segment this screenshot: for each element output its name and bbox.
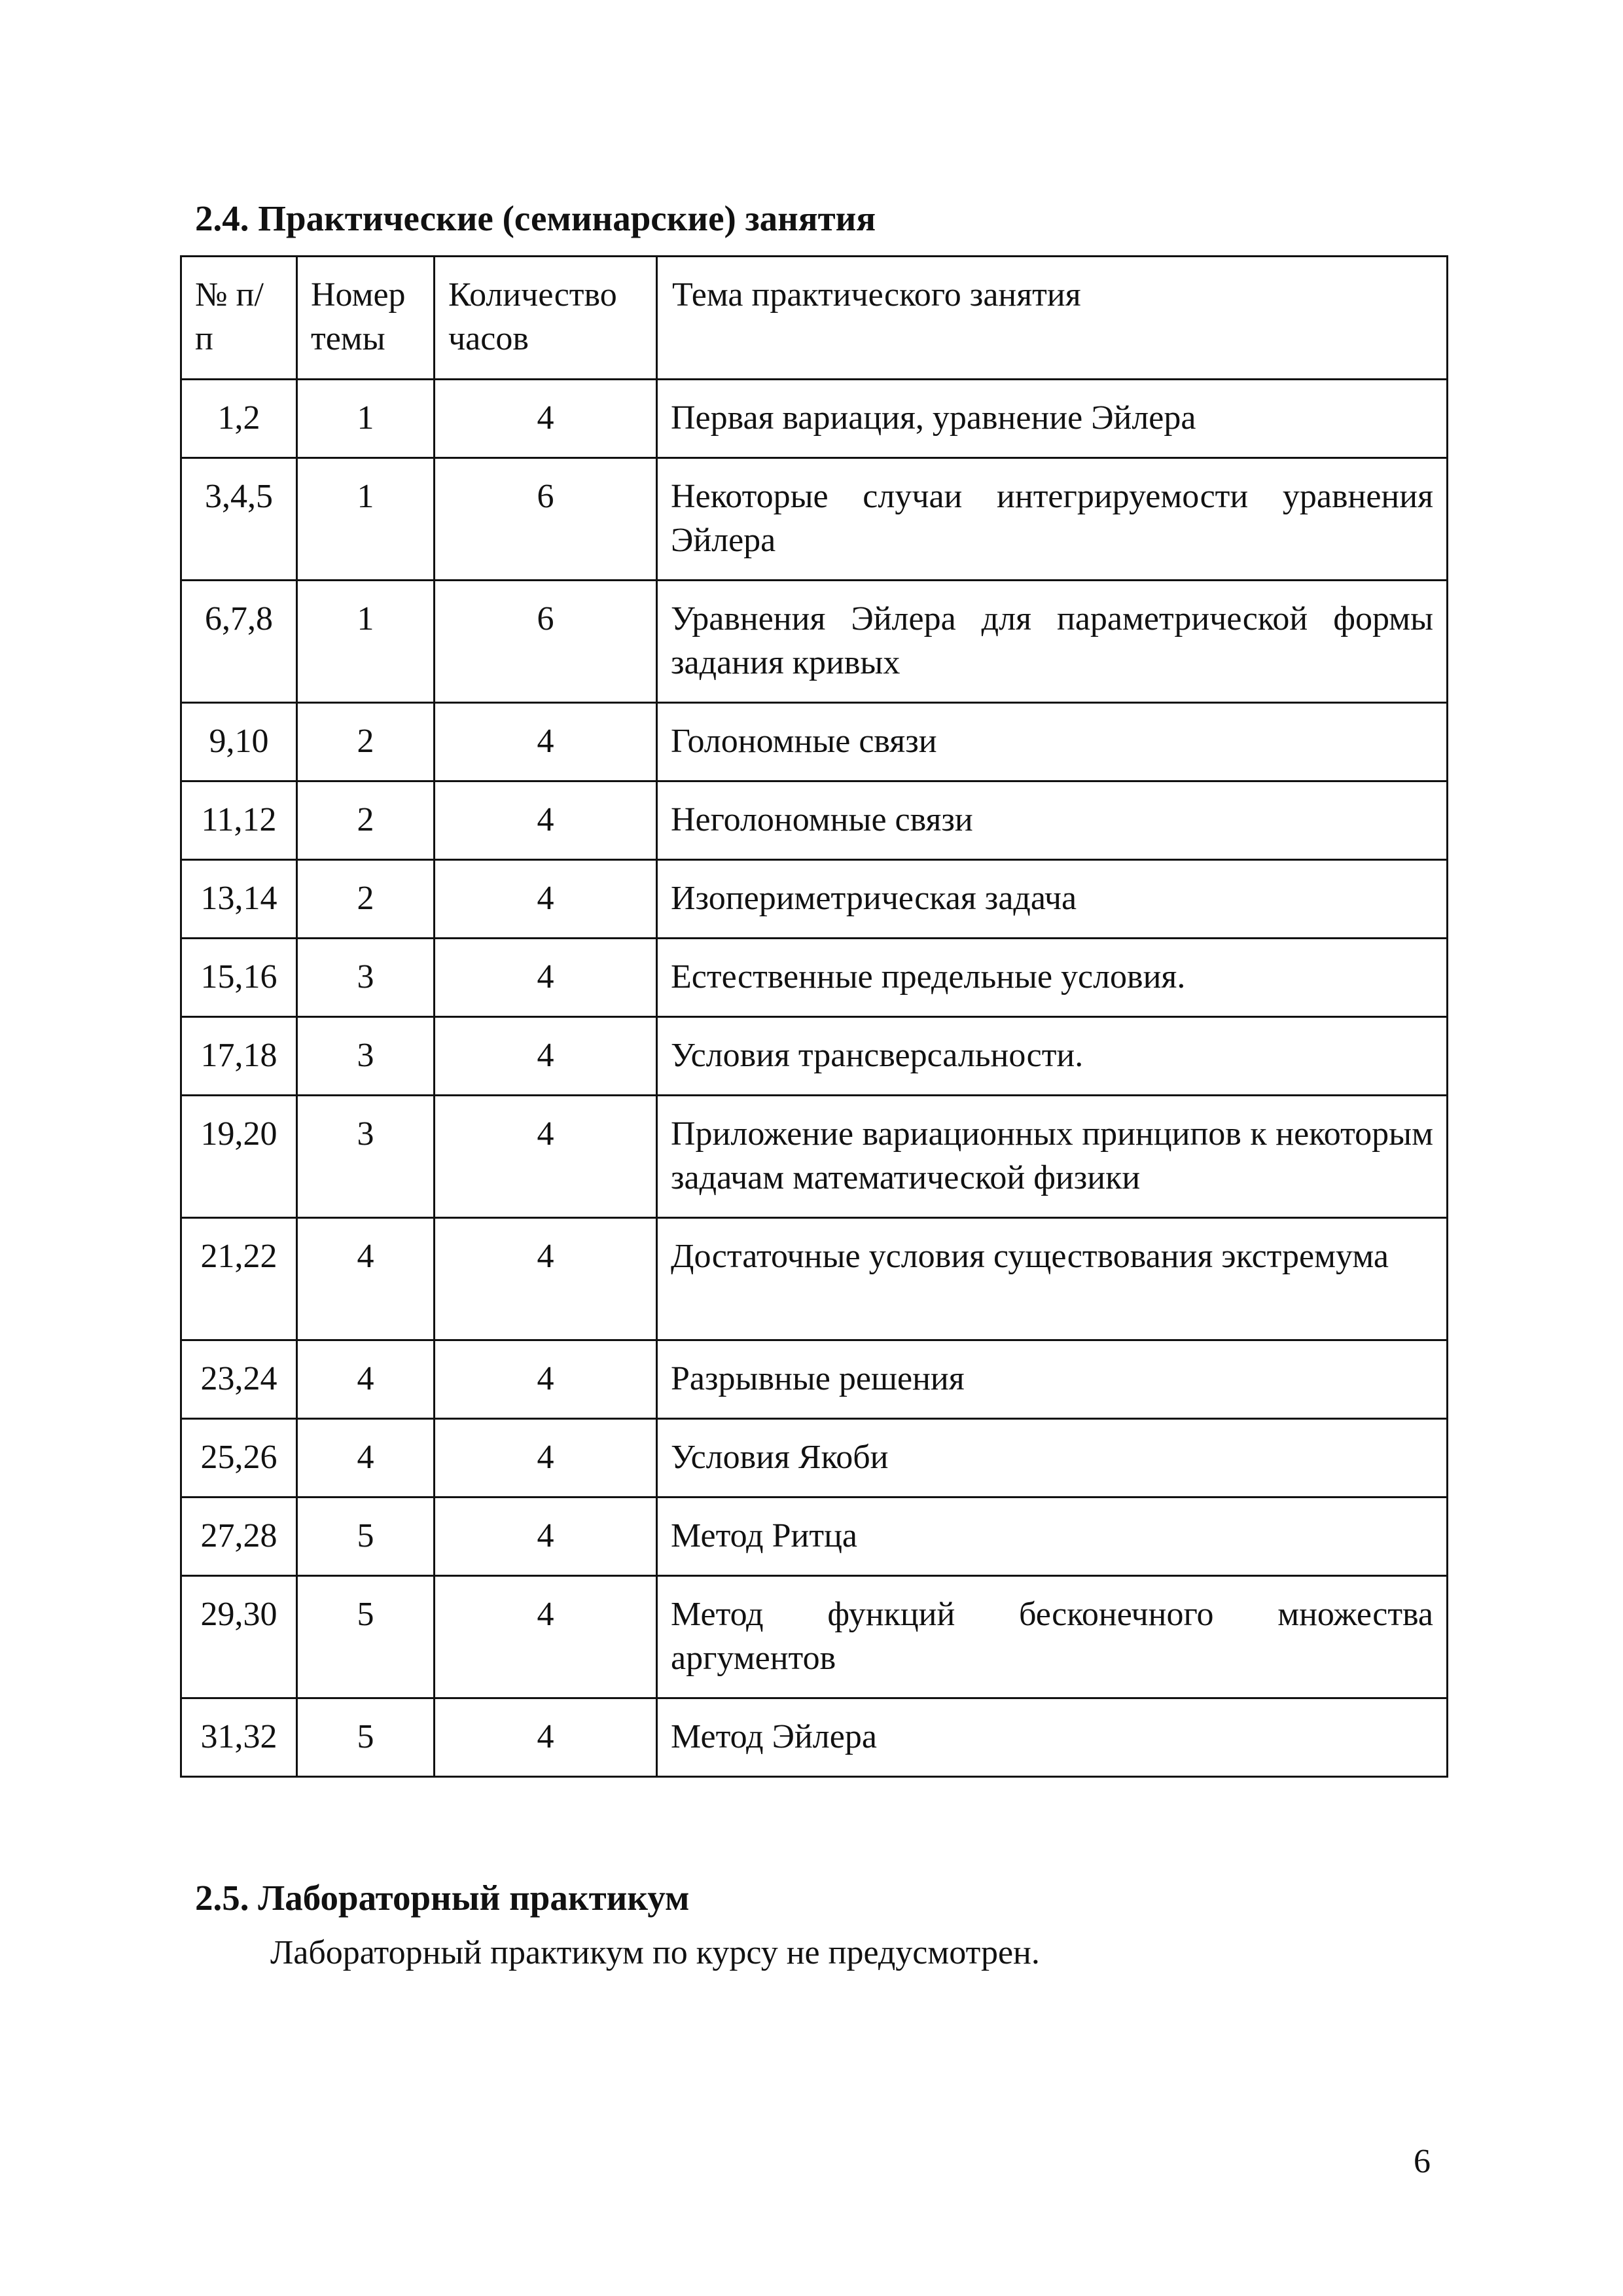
cell-theme-number: 3: [297, 939, 435, 1017]
cell-theme-number: 5: [297, 1576, 435, 1698]
cell-item-number: 31,32: [181, 1698, 297, 1777]
cell-theme-number: 4: [297, 1419, 435, 1498]
table-row: [181, 1096, 1448, 1218]
cell-topic: Некоторые случаи интегрируемости уравнения Эйлера: [657, 458, 1448, 581]
cell-item-number: 6,7,8: [181, 581, 297, 703]
cell-item-number: 29,30: [181, 1576, 297, 1698]
cell-hours: 4: [435, 781, 657, 860]
cell-hours: 4: [435, 1419, 657, 1498]
cell-hours: 4: [435, 380, 657, 458]
cell-item-number: 17,18: [181, 1017, 297, 1096]
table-row: [181, 1017, 1448, 1096]
cell-hours: 4: [435, 1498, 657, 1576]
cell-topic: Достаточные условия существования экстремума: [657, 1218, 1448, 1340]
cell-item-number: 23,24: [181, 1340, 297, 1419]
cell-theme-number: 2: [297, 703, 435, 781]
header-topic: Тема практического занятия: [657, 257, 1448, 380]
table-row: [181, 458, 1448, 581]
cell-theme-number: 3: [297, 1017, 435, 1096]
cell-item-number: 9,10: [181, 703, 297, 781]
header-theme-number: Номер темы: [297, 257, 435, 380]
section-title-seminars: 2.4. Практические (семинарские) занятия: [195, 198, 876, 238]
cell-item-number: 19,20: [181, 1096, 297, 1218]
table-header-row: [181, 257, 1448, 380]
cell-topic: Первая вариация, уравнение Эйлера: [657, 380, 1448, 458]
cell-theme-number: 2: [297, 781, 435, 860]
cell-hours: 4: [435, 1698, 657, 1777]
table-row: [181, 581, 1448, 703]
cell-item-number: 25,26: [181, 1419, 297, 1498]
cell-theme-number: 5: [297, 1498, 435, 1576]
cell-hours: 6: [435, 458, 657, 581]
cell-topic: Метод функций бесконечного множества аргументов: [657, 1576, 1448, 1698]
cell-topic: Разрывные решения: [657, 1340, 1448, 1419]
header-hours: Количество часов: [435, 257, 657, 380]
cell-hours: 4: [435, 860, 657, 939]
cell-item-number: 3,4,5: [181, 458, 297, 581]
cell-item-number: 21,22: [181, 1218, 297, 1340]
header-item-number: № п/п: [181, 257, 297, 380]
cell-item-number: 27,28: [181, 1498, 297, 1576]
cell-hours: 4: [435, 1340, 657, 1419]
table-row: [181, 1576, 1448, 1698]
cell-item-number: 13,14: [181, 860, 297, 939]
cell-hours: 4: [435, 1017, 657, 1096]
cell-theme-number: 1: [297, 458, 435, 581]
cell-theme-number: 4: [297, 1340, 435, 1419]
cell-topic: Уравнения Эйлера для параметрической формы задания кривых: [657, 581, 1448, 703]
cell-topic: Естественные предельные условия.: [657, 939, 1448, 1017]
table-row: [181, 1340, 1448, 1419]
cell-topic: Условия Якоби: [657, 1419, 1448, 1498]
cell-theme-number: 1: [297, 380, 435, 458]
seminar-topics-table: [180, 255, 1448, 1778]
cell-item-number: 11,12: [181, 781, 297, 860]
table-row: [181, 1698, 1448, 1777]
cell-theme-number: 5: [297, 1698, 435, 1777]
cell-hours: 6: [435, 581, 657, 703]
cell-topic: Изопериметрическая задача: [657, 860, 1448, 939]
table-row: [181, 1419, 1448, 1498]
cell-topic: Приложение вариационных принципов к некоторым задачам математической физики: [657, 1096, 1448, 1218]
table-row: [181, 781, 1448, 860]
cell-item-number: 15,16: [181, 939, 297, 1017]
cell-topic: Метод Ритца: [657, 1498, 1448, 1576]
table-row: [181, 703, 1448, 781]
table-row: [181, 1498, 1448, 1576]
lab-paragraph: Лабораторный практикум по курсу не предусмотрен.: [270, 1934, 1040, 1971]
table-row: [181, 380, 1448, 458]
section-title-lab: 2.5. Лабораторный практикум: [195, 1878, 690, 1918]
cell-topic: Условия трансверсальности.: [657, 1017, 1448, 1096]
table-row: [181, 1218, 1448, 1340]
cell-theme-number: 1: [297, 581, 435, 703]
cell-item-number: 1,2: [181, 380, 297, 458]
cell-topic: Метод Эйлера: [657, 1698, 1448, 1777]
table-row: [181, 939, 1448, 1017]
cell-theme-number: 3: [297, 1096, 435, 1218]
cell-hours: 4: [435, 1576, 657, 1698]
cell-topic: Неголономные связи: [657, 781, 1448, 860]
page-number: 6: [1414, 2143, 1431, 2180]
cell-theme-number: 4: [297, 1218, 435, 1340]
table-row: [181, 860, 1448, 939]
cell-hours: 4: [435, 703, 657, 781]
cell-hours: 4: [435, 1096, 657, 1218]
cell-hours: 4: [435, 939, 657, 1017]
cell-hours: 4: [435, 1218, 657, 1340]
cell-theme-number: 2: [297, 860, 435, 939]
cell-topic: Голономные связи: [657, 703, 1448, 781]
